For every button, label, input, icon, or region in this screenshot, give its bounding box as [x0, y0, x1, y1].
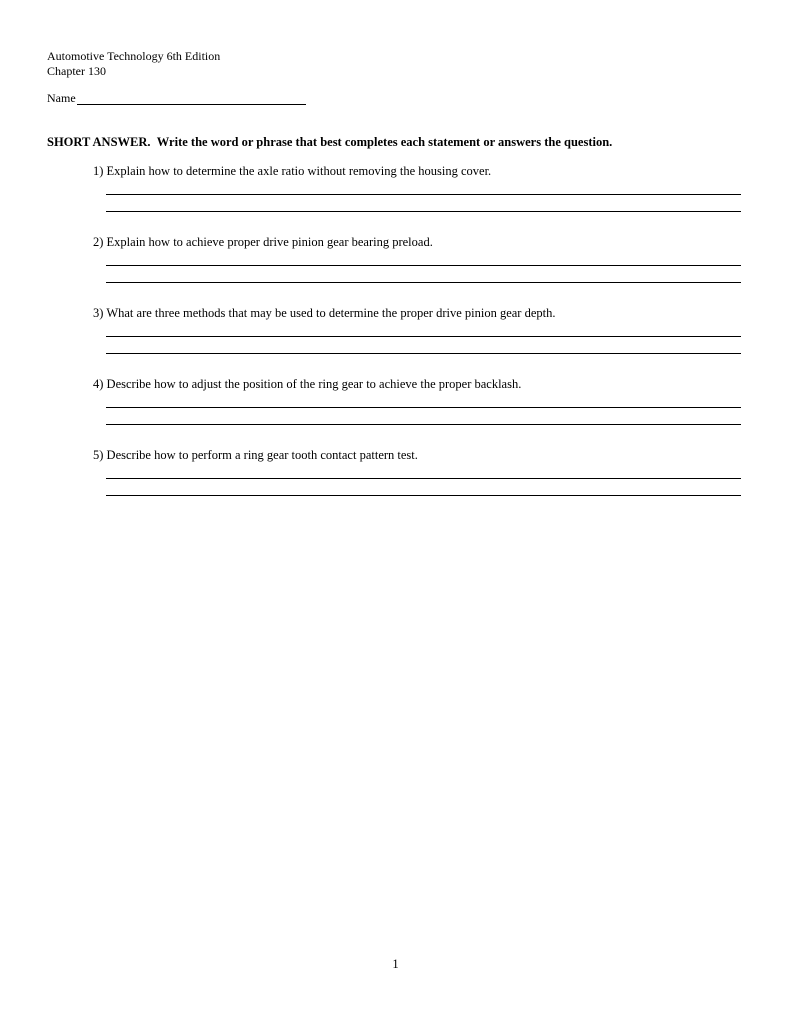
question-text [93, 164, 743, 179]
question-prompt: Describe how to adjust the position of the ring gear to achieve the proper backlash. [106, 377, 522, 391]
question-3 [93, 306, 743, 321]
answer-line[interactable] [106, 265, 741, 266]
name-row [47, 91, 306, 105]
answer-line[interactable] [106, 424, 741, 425]
page-number: 1 [392, 957, 399, 971]
answer-line[interactable] [106, 478, 741, 479]
question-number: 4) [93, 377, 104, 391]
question-text [93, 306, 743, 321]
question-number: 5) [93, 448, 104, 462]
section-instructions [47, 135, 612, 150]
answer-line[interactable] [106, 407, 741, 408]
question-number: 2) [93, 235, 104, 249]
question-prompt: Explain how to achieve proper drive pinion gear bearing preload. [106, 235, 433, 249]
question-number: 1) [93, 164, 104, 178]
question-4 [93, 377, 743, 392]
book-title: Automotive Technology 6th Edition [47, 49, 221, 63]
question-number: 3) [93, 306, 104, 320]
question-prompt: Describe how to perform a ring gear tooth contact pattern test. [106, 448, 418, 462]
name-label: Name [47, 91, 76, 105]
section-heading: SHORT ANSWER. [47, 135, 151, 149]
question-1 [93, 164, 743, 179]
question-prompt: What are three methods that may be used to determine the proper drive pinion gear depth. [106, 306, 556, 320]
answer-line[interactable] [106, 353, 741, 354]
answer-line[interactable] [106, 336, 741, 337]
answer-line[interactable] [106, 282, 741, 283]
question-text [93, 235, 743, 250]
answer-line[interactable] [106, 495, 741, 496]
question-5 [93, 448, 743, 463]
name-field[interactable] [77, 92, 306, 105]
question-2 [93, 235, 743, 250]
answer-line[interactable] [106, 211, 741, 212]
section-instruction-text: Write the word or phrase that best completes each statement or answers the question. [156, 135, 613, 149]
question-text [93, 448, 743, 463]
answer-line[interactable] [106, 194, 741, 195]
question-prompt: Explain how to determine the axle ratio without removing the housing cover. [106, 164, 492, 178]
question-text [93, 377, 743, 392]
chapter-label: Chapter 130 [47, 64, 106, 78]
